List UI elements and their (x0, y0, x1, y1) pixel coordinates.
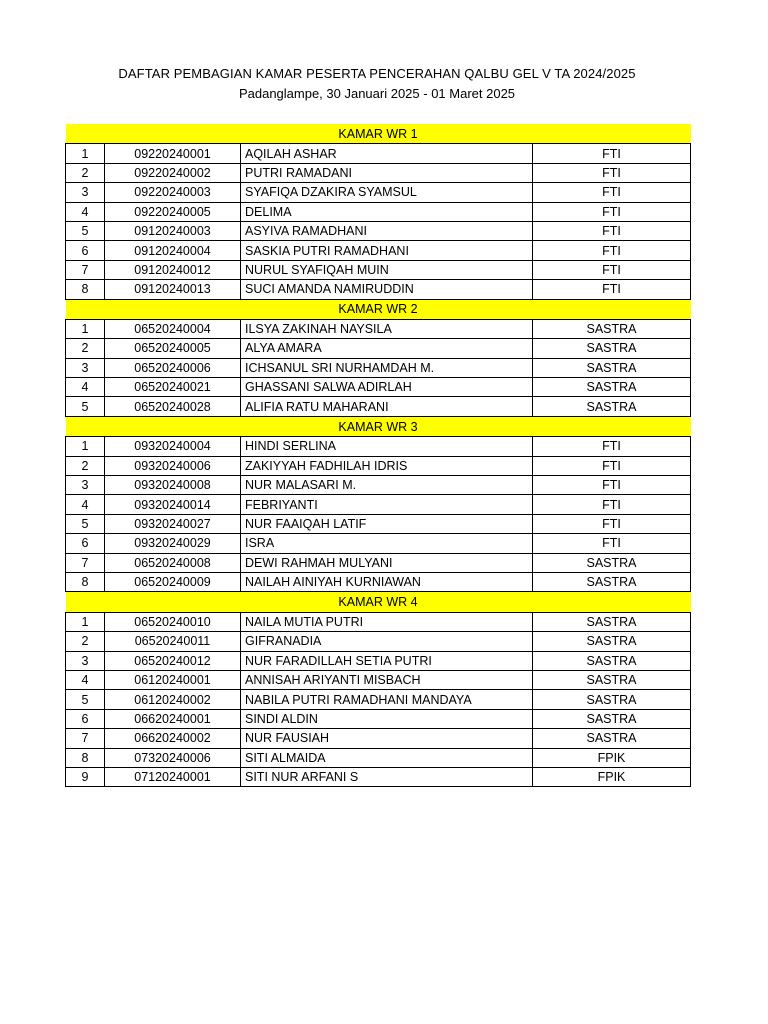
table-row (66, 260, 691, 279)
table-row (66, 221, 691, 240)
document-header (0, 64, 754, 104)
student-id: 07320240006 (105, 748, 241, 767)
student-id: 09320240006 (105, 456, 241, 475)
faculty: FTI (533, 241, 691, 260)
table-row (66, 748, 691, 767)
student-name: ASYIVA RAMADHANI (241, 221, 533, 240)
room-name: KAMAR WR 3 (66, 416, 691, 436)
table-row (66, 319, 691, 338)
row-number: 3 (66, 358, 105, 377)
row-number: 1 (66, 437, 105, 456)
faculty: SASTRA (533, 632, 691, 651)
row-number: 4 (66, 495, 105, 514)
row-number: 7 (66, 729, 105, 748)
student-name: DELIMA (241, 202, 533, 221)
row-number: 5 (66, 397, 105, 416)
faculty: SASTRA (533, 709, 691, 728)
row-number: 5 (66, 690, 105, 709)
room-header-row (66, 592, 691, 612)
table-row (66, 358, 691, 377)
student-name: ILSYA ZAKINAH NAYSILA (241, 319, 533, 338)
student-id: 06520240009 (105, 572, 241, 591)
row-number: 3 (66, 476, 105, 495)
table-row (66, 709, 691, 728)
table-row (66, 495, 691, 514)
document-subtitle: Padanglampe, 30 Januari 2025 - 01 Maret 2025 (238, 86, 516, 101)
faculty: FTI (533, 476, 691, 495)
row-number: 2 (66, 339, 105, 358)
student-name: HINDI SERLINA (241, 437, 533, 456)
row-number: 8 (66, 572, 105, 591)
faculty: FTI (533, 495, 691, 514)
row-number: 1 (66, 319, 105, 338)
student-name: DEWI RAHMAH MULYANI (241, 553, 533, 572)
table-row (66, 553, 691, 572)
room-assignment-table (65, 124, 691, 787)
row-number: 8 (66, 280, 105, 299)
faculty: FTI (533, 456, 691, 475)
student-name: AQILAH ASHAR (241, 144, 533, 163)
student-id: 06120240001 (105, 670, 241, 689)
faculty: SASTRA (533, 690, 691, 709)
student-name: GHASSANI SALWA ADIRLAH (241, 378, 533, 397)
student-name: ISRA (241, 534, 533, 553)
student-name: ZAKIYYAH FADHILAH IDRIS (241, 456, 533, 475)
student-id: 09120240004 (105, 241, 241, 260)
student-id: 09120240003 (105, 221, 241, 240)
faculty: FTI (533, 183, 691, 202)
row-number: 6 (66, 241, 105, 260)
room-assignment-table-body (66, 124, 691, 787)
student-name: NURUL SYAFIQAH MUIN (241, 260, 533, 279)
row-number: 3 (66, 651, 105, 670)
table-row (66, 651, 691, 670)
table-row (66, 397, 691, 416)
row-number: 1 (66, 144, 105, 163)
student-id: 06520240010 (105, 612, 241, 631)
table-row (66, 456, 691, 475)
faculty: SASTRA (533, 378, 691, 397)
student-id: 06520240008 (105, 553, 241, 572)
student-id: 06520240021 (105, 378, 241, 397)
faculty: FTI (533, 514, 691, 533)
row-number: 5 (66, 514, 105, 533)
student-id: 06520240005 (105, 339, 241, 358)
row-number: 6 (66, 709, 105, 728)
student-id: 09320240029 (105, 534, 241, 553)
student-id: 06620240001 (105, 709, 241, 728)
student-id: 09220240003 (105, 183, 241, 202)
student-name: SUCI AMANDA NAMIRUDDIN (241, 280, 533, 299)
student-id: 09220240001 (105, 144, 241, 163)
table-row (66, 514, 691, 533)
student-name: PUTRI RAMADANI (241, 163, 533, 182)
table-row (66, 378, 691, 397)
table-row (66, 729, 691, 748)
row-number: 2 (66, 456, 105, 475)
faculty: FTI (533, 144, 691, 163)
table-row (66, 534, 691, 553)
row-number: 7 (66, 260, 105, 279)
faculty: SASTRA (533, 553, 691, 572)
student-id: 06520240006 (105, 358, 241, 377)
document-title: DAFTAR PEMBAGIAN KAMAR PESERTA PENCERAHAN QALBU GEL V TA 2024/2025 (118, 66, 636, 81)
faculty: FTI (533, 163, 691, 182)
student-name: ICHSANUL SRI NURHAMDAH M. (241, 358, 533, 377)
table-row (66, 670, 691, 689)
faculty: SASTRA (533, 319, 691, 338)
student-name: SITI NUR ARFANI S (241, 767, 533, 786)
faculty: SASTRA (533, 729, 691, 748)
table-row (66, 572, 691, 591)
student-name: NAILA MUTIA PUTRI (241, 612, 533, 631)
student-name: NUR FAAIQAH LATIF (241, 514, 533, 533)
table-row (66, 612, 691, 631)
student-name: ANNISAH ARIYANTI MISBACH (241, 670, 533, 689)
faculty: SASTRA (533, 339, 691, 358)
student-id: 09320240008 (105, 476, 241, 495)
student-name: SASKIA PUTRI RAMADHANI (241, 241, 533, 260)
student-id: 07120240001 (105, 767, 241, 786)
row-number: 7 (66, 553, 105, 572)
student-name: SINDI ALDIN (241, 709, 533, 728)
student-name: NUR FAUSIAH (241, 729, 533, 748)
faculty: FPIK (533, 748, 691, 767)
room-name: KAMAR WR 1 (66, 124, 691, 144)
faculty: SASTRA (533, 670, 691, 689)
table-row (66, 437, 691, 456)
faculty: FTI (533, 534, 691, 553)
student-name: NABILA PUTRI RAMADHANI MANDAYA (241, 690, 533, 709)
row-number: 8 (66, 748, 105, 767)
student-id: 06520240004 (105, 319, 241, 338)
faculty: FPIK (533, 767, 691, 786)
row-number: 4 (66, 670, 105, 689)
student-id: 06520240012 (105, 651, 241, 670)
student-id: 06120240002 (105, 690, 241, 709)
table-row (66, 163, 691, 182)
table-row (66, 144, 691, 163)
room-name: KAMAR WR 2 (66, 299, 691, 319)
student-name: NAILAH AINIYAH KURNIAWAN (241, 572, 533, 591)
student-name: NUR FARADILLAH SETIA PUTRI (241, 651, 533, 670)
student-name: GIFRANADIA (241, 632, 533, 651)
student-id: 06520240011 (105, 632, 241, 651)
student-id: 09120240012 (105, 260, 241, 279)
student-name: ALIFIA RATU MAHARANI (241, 397, 533, 416)
table-row (66, 476, 691, 495)
table-row (66, 767, 691, 786)
table-row (66, 280, 691, 299)
room-header-row (66, 299, 691, 319)
faculty: FTI (533, 437, 691, 456)
row-number: 2 (66, 632, 105, 651)
room-header-row (66, 124, 691, 144)
student-id: 09220240002 (105, 163, 241, 182)
row-number: 4 (66, 202, 105, 221)
student-id: 09120240013 (105, 280, 241, 299)
faculty: SASTRA (533, 572, 691, 591)
table-row (66, 183, 691, 202)
faculty: SASTRA (533, 358, 691, 377)
faculty: SASTRA (533, 397, 691, 416)
student-id: 06520240028 (105, 397, 241, 416)
room-header-row (66, 416, 691, 436)
row-number: 1 (66, 612, 105, 631)
table-row (66, 632, 691, 651)
table-row (66, 690, 691, 709)
faculty: SASTRA (533, 651, 691, 670)
faculty: FTI (533, 260, 691, 279)
student-id: 06620240002 (105, 729, 241, 748)
student-name: NUR MALASARI M. (241, 476, 533, 495)
student-id: 09320240004 (105, 437, 241, 456)
row-number: 5 (66, 221, 105, 240)
row-number: 9 (66, 767, 105, 786)
student-name: ALYA AMARA (241, 339, 533, 358)
faculty: FTI (533, 280, 691, 299)
student-id: 09320240027 (105, 514, 241, 533)
table-row (66, 339, 691, 358)
row-number: 2 (66, 163, 105, 182)
table-row (66, 241, 691, 260)
table-row (66, 202, 691, 221)
row-number: 6 (66, 534, 105, 553)
student-id: 09220240005 (105, 202, 241, 221)
row-number: 3 (66, 183, 105, 202)
faculty: FTI (533, 202, 691, 221)
student-name: SYAFIQA DZAKIRA SYAMSUL (241, 183, 533, 202)
student-name: SITI ALMAIDA (241, 748, 533, 767)
faculty: SASTRA (533, 612, 691, 631)
room-name: KAMAR WR 4 (66, 592, 691, 612)
faculty: FTI (533, 221, 691, 240)
student-id: 09320240014 (105, 495, 241, 514)
row-number: 4 (66, 378, 105, 397)
student-name: FEBRIYANTI (241, 495, 533, 514)
